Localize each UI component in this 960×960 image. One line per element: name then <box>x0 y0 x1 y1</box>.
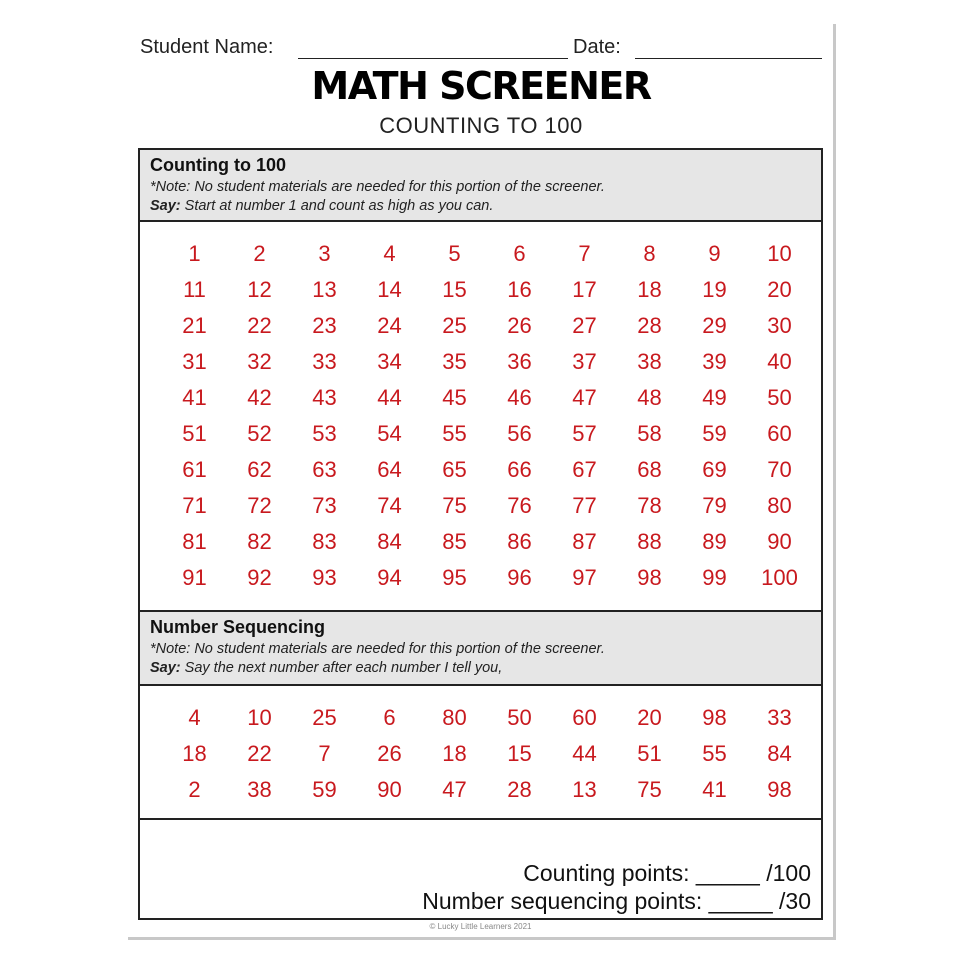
number-cell: 84 <box>377 529 402 554</box>
number-cell: 64 <box>377 457 402 482</box>
number-cell: 94 <box>377 565 402 590</box>
number-cell: 28 <box>637 313 662 338</box>
number-cell: 86 <box>507 529 532 554</box>
number-cell: 67 <box>572 457 597 482</box>
number-cell: 89 <box>702 529 727 554</box>
number-cell: 45 <box>442 385 467 410</box>
number-cell: 73 <box>312 493 337 518</box>
number-cell: 20 <box>767 277 792 302</box>
number-cell: 33 <box>312 349 337 374</box>
number-cell: 28 <box>507 777 532 802</box>
counting-section-header <box>140 150 821 222</box>
number-cell: 8 <box>643 241 656 266</box>
number-cell: 2 <box>253 241 266 266</box>
number-cell: 81 <box>182 529 207 554</box>
number-cell: 44 <box>377 385 402 410</box>
number-cell: 59 <box>702 421 727 446</box>
number-cell: 10 <box>247 705 272 730</box>
number-cell: 18 <box>182 741 207 766</box>
number-cell: 12 <box>247 277 272 302</box>
scores-divider <box>140 818 821 820</box>
number-cell: 98 <box>702 705 727 730</box>
number-cell: 91 <box>182 565 207 590</box>
number-cell: 87 <box>572 529 597 554</box>
number-cell: 19 <box>702 277 727 302</box>
number-cell: 70 <box>767 457 792 482</box>
number-cell: 4 <box>188 705 201 730</box>
screener-box <box>138 148 823 920</box>
number-cell: 22 <box>247 741 272 766</box>
number-cell: 17 <box>572 277 597 302</box>
number-cell: 72 <box>247 493 272 518</box>
number-cell: 16 <box>507 277 532 302</box>
student-name-label: Student Name: <box>140 36 274 58</box>
number-cell: 7 <box>578 241 591 266</box>
number-cell: 38 <box>247 777 272 802</box>
number-cell: 14 <box>377 277 402 302</box>
number-cell: 58 <box>637 421 662 446</box>
number-cell: 83 <box>312 529 337 554</box>
number-cell: 26 <box>377 741 402 766</box>
number-cell: 63 <box>312 457 337 482</box>
number-cell: 55 <box>442 421 467 446</box>
number-cell: 51 <box>637 741 662 766</box>
number-cell: 78 <box>637 493 662 518</box>
number-cell: 48 <box>637 385 662 410</box>
number-cell: 42 <box>247 385 272 410</box>
number-cell: 80 <box>767 493 792 518</box>
number-cell: 9 <box>708 241 721 266</box>
say-text: Start at number 1 and count as high as you can. <box>180 198 494 214</box>
number-cell: 25 <box>312 705 337 730</box>
page-subtitle: COUNTING TO 100 <box>379 113 583 138</box>
number-cell: 92 <box>247 565 272 590</box>
counting-section-title: Counting to 100 <box>150 155 286 175</box>
number-cell: 23 <box>312 313 337 338</box>
header-fields <box>140 34 822 64</box>
number-cell: 11 <box>183 277 206 302</box>
number-cell: 18 <box>442 741 467 766</box>
number-cell: 47 <box>442 777 467 802</box>
number-cell: 95 <box>442 565 467 590</box>
sequencing-number-grid <box>162 700 812 808</box>
number-cell: 5 <box>448 241 461 266</box>
number-cell: 98 <box>767 777 792 802</box>
copyright-notice: © Lucky Little Learners 2021 <box>429 922 532 931</box>
number-cell: 50 <box>767 385 792 410</box>
number-cell: 60 <box>572 705 597 730</box>
number-cell: 26 <box>507 313 532 338</box>
number-cell: 27 <box>572 313 597 338</box>
number-cell: 61 <box>182 457 207 482</box>
number-cell: 53 <box>312 421 337 446</box>
number-cell: 10 <box>767 241 792 266</box>
number-cell: 68 <box>637 457 662 482</box>
number-cell: 1 <box>188 241 201 266</box>
counting-section-note: *Note: No student materials are needed for this portion of the screener. <box>150 179 605 195</box>
say-text: Say the next number after each number I tell you, <box>180 660 503 676</box>
counting-points: Counting points: _____ /100 <box>523 860 811 886</box>
number-cell: 79 <box>702 493 727 518</box>
number-cell: 55 <box>702 741 727 766</box>
number-cell: 99 <box>702 565 727 590</box>
number-cell: 50 <box>507 705 532 730</box>
number-cell: 25 <box>442 313 467 338</box>
number-cell: 85 <box>442 529 467 554</box>
number-cell: 6 <box>513 241 526 266</box>
number-cell: 6 <box>383 705 396 730</box>
number-cell: 39 <box>702 349 727 374</box>
number-cell: 54 <box>377 421 402 446</box>
number-cell: 90 <box>767 529 792 554</box>
number-cell: 18 <box>637 277 662 302</box>
number-cell: 40 <box>767 349 792 374</box>
sequencing-section-title: Number Sequencing <box>150 617 326 637</box>
counting-section-say <box>150 197 811 216</box>
number-cell: 75 <box>637 777 662 802</box>
number-cell: 34 <box>377 349 402 374</box>
number-cell: 98 <box>637 565 662 590</box>
number-cell: 90 <box>377 777 402 802</box>
number-cell: 2 <box>188 777 201 802</box>
number-cell: 37 <box>572 349 597 374</box>
number-cell: 29 <box>702 313 727 338</box>
number-cell: 13 <box>312 277 337 302</box>
number-cell: 84 <box>767 741 792 766</box>
number-cell: 44 <box>572 741 597 766</box>
sequencing-section-say <box>150 659 811 678</box>
number-cell: 7 <box>318 741 331 766</box>
say-label: Say: <box>150 660 181 676</box>
number-cell: 4 <box>383 241 396 266</box>
number-cell: 65 <box>442 457 467 482</box>
number-cell: 75 <box>442 493 467 518</box>
number-cell: 41 <box>702 777 727 802</box>
number-cell: 38 <box>637 349 662 374</box>
number-cell: 15 <box>442 277 467 302</box>
number-cell: 32 <box>247 349 272 374</box>
counting-number-grid <box>162 236 812 596</box>
number-cell: 20 <box>637 705 662 730</box>
number-cell: 51 <box>182 421 207 446</box>
number-cell: 21 <box>182 313 207 338</box>
number-cell: 66 <box>507 457 532 482</box>
number-cell: 35 <box>442 349 467 374</box>
number-cell: 47 <box>572 385 597 410</box>
number-cell: 74 <box>377 493 402 518</box>
student-name-blank <box>298 58 568 59</box>
number-cell: 60 <box>767 421 792 446</box>
number-cell: 56 <box>507 421 532 446</box>
number-cell: 30 <box>767 313 792 338</box>
number-cell: 77 <box>572 493 597 518</box>
number-cell: 96 <box>507 565 532 590</box>
sequencing-section-note: *Note: No student materials are needed for this portion of the screener. <box>150 641 605 657</box>
number-cell: 82 <box>247 529 272 554</box>
number-cell: 62 <box>247 457 272 482</box>
number-cell: 57 <box>572 421 597 446</box>
number-cell: 22 <box>247 313 272 338</box>
number-cell: 100 <box>761 565 798 590</box>
number-cell: 69 <box>702 457 727 482</box>
sequencing-section-header <box>140 610 821 686</box>
number-cell: 46 <box>507 385 532 410</box>
number-cell: 33 <box>767 705 792 730</box>
number-cell: 93 <box>312 565 337 590</box>
page-title: MATH SCREENER <box>311 64 651 108</box>
number-cell: 31 <box>182 349 207 374</box>
say-label: Say: <box>150 198 181 214</box>
number-cell: 97 <box>572 565 597 590</box>
number-cell: 41 <box>182 385 207 410</box>
number-cell: 15 <box>507 741 532 766</box>
number-cell: 52 <box>247 421 272 446</box>
number-cell: 3 <box>318 241 331 266</box>
number-cell: 76 <box>507 493 532 518</box>
date-blank <box>635 58 822 59</box>
number-cell: 13 <box>572 777 597 802</box>
date-label: Date: <box>573 36 621 58</box>
number-cell: 71 <box>182 493 207 518</box>
number-cell: 88 <box>637 529 662 554</box>
number-cell: 59 <box>312 777 337 802</box>
number-cell: 49 <box>702 385 727 410</box>
number-cell: 24 <box>377 313 402 338</box>
number-cell: 36 <box>507 349 532 374</box>
number-cell: 80 <box>442 705 467 730</box>
number-cell: 43 <box>312 385 337 410</box>
sequencing-points: Number sequencing points: _____ /30 <box>422 888 811 914</box>
